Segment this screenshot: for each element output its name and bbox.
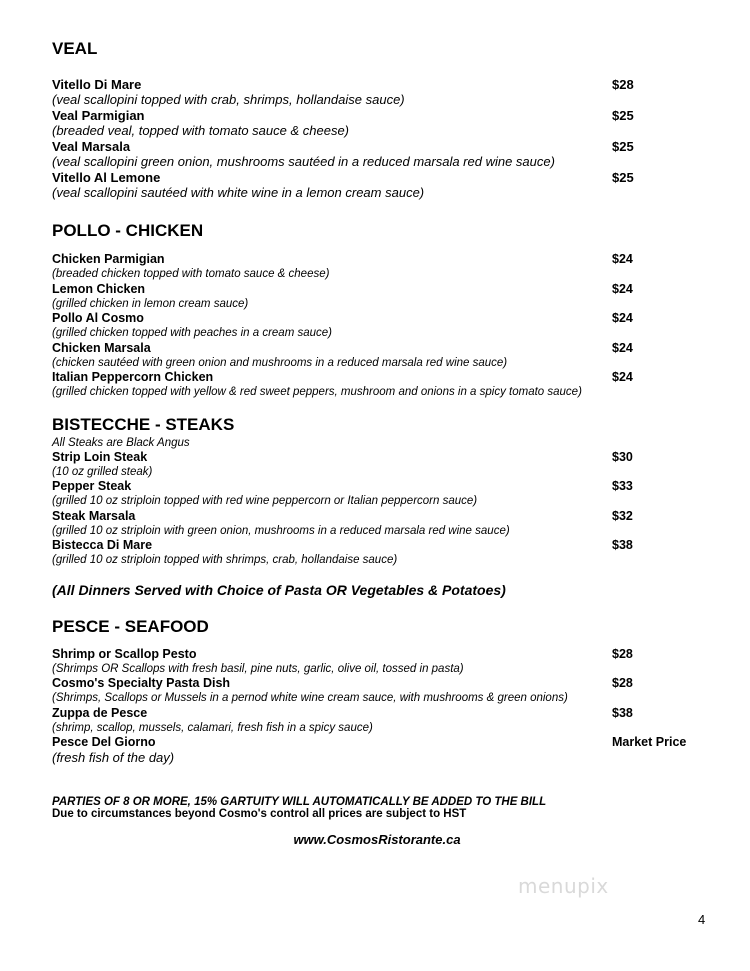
menu-item bbox=[52, 170, 702, 201]
item-price: $28 bbox=[612, 676, 633, 690]
menu-item bbox=[52, 706, 702, 736]
menu-item bbox=[52, 735, 702, 766]
item-price: $25 bbox=[612, 170, 634, 185]
item-description: (shrimp, scallop, mussels, calamari, fresh fish in a spicy sauce) bbox=[52, 721, 373, 734]
page-number: 4 bbox=[698, 912, 706, 927]
section-chicken bbox=[52, 220, 702, 400]
section-veal bbox=[52, 38, 702, 201]
item-price: $24 bbox=[612, 281, 633, 296]
item-name: Veal Marsala bbox=[52, 139, 131, 154]
item-price: $32 bbox=[612, 508, 633, 523]
item-description: (veal scallopini topped with crab, shrimps, hollandaise sauce) bbox=[52, 92, 405, 107]
item-name: Veal Parmigian bbox=[52, 108, 145, 123]
item-name: Bistecca Di Mare bbox=[52, 538, 153, 552]
gratuity-notice: PARTIES OF 8 OR MORE, 15% GARTUITY WILL AUTOMATICALLY BE ADDED TO THE BILL bbox=[52, 796, 547, 808]
item-price: $28 bbox=[612, 646, 633, 661]
section-title-veal: VEAL bbox=[52, 39, 98, 58]
item-description: (veal scallopini green onion, mushrooms sautéed in a reduced marsala red wine sauce) bbox=[52, 154, 555, 169]
item-name: Vitello Di Mare bbox=[52, 77, 142, 92]
section-note: All Steaks are Black Angus bbox=[52, 436, 190, 449]
section-steaks bbox=[52, 414, 702, 568]
item-price: $38 bbox=[612, 538, 633, 552]
item-price: $24 bbox=[612, 340, 633, 355]
item-price: $24 bbox=[612, 252, 633, 266]
item-name: Chicken Parmigian bbox=[52, 252, 165, 266]
item-name: Shrimp or Scallop Pesto bbox=[52, 646, 197, 661]
menu-item bbox=[52, 108, 702, 139]
item-name: Cosmo's Specialty Pasta Dish bbox=[52, 676, 231, 690]
item-description: (grilled 10 oz striploin topped with red wine peppercorn or Italian peppercorn sauce) bbox=[52, 495, 478, 507]
item-name: Zuppa de Pesce bbox=[52, 705, 148, 720]
menu-item bbox=[52, 77, 702, 108]
menu-item bbox=[52, 282, 702, 312]
item-name: Steak Marsala bbox=[52, 508, 136, 523]
item-name: Strip Loin Steak bbox=[52, 449, 148, 464]
item-description: (grilled chicken in lemon cream sauce) bbox=[52, 297, 249, 310]
item-description: (grilled chicken topped with peaches in a cream sauce) bbox=[52, 327, 332, 339]
section-title-steaks: BISTECCHE - STEAKS bbox=[52, 414, 235, 434]
item-name: Italian Peppercorn Chicken bbox=[52, 370, 214, 384]
item-description: (grilled 10 oz striploin topped with shrimps, crab, hollandaise sauce) bbox=[52, 554, 398, 566]
item-name: Pesce Del Giorno bbox=[52, 735, 156, 749]
website-link[interactable]: www.CosmosRistorante.ca bbox=[293, 832, 461, 847]
item-name: Pollo Al Cosmo bbox=[52, 311, 144, 325]
item-description: (veal scallopini sautéed with white wine in a lemon cream sauce) bbox=[52, 185, 425, 200]
menu-item bbox=[52, 676, 702, 706]
item-price: $25 bbox=[612, 139, 634, 154]
item-name: Lemon Chicken bbox=[52, 281, 146, 296]
menu-item bbox=[52, 450, 702, 480]
hst-notice: Due to circumstances beyond Cosmo's control all prices are subject to HST bbox=[52, 808, 467, 820]
item-description: (breaded veal, topped with tomato sauce & cheese) bbox=[52, 123, 350, 138]
item-price: $38 bbox=[612, 705, 633, 720]
item-price: $33 bbox=[612, 479, 633, 493]
dinners-note: (All Dinners Served with Choice of Pasta OR Vegetables & Potatoes) bbox=[52, 581, 506, 598]
item-description: (grilled 10 oz striploin with green onion, mushrooms in a reduced marsala red wine sauce) bbox=[52, 524, 510, 537]
menu-item bbox=[52, 538, 702, 568]
item-description: (fresh fish of the day) bbox=[52, 750, 175, 765]
item-price: $25 bbox=[612, 108, 634, 123]
item-price: Market Price bbox=[612, 735, 687, 749]
menu-item bbox=[52, 252, 702, 282]
item-description: (breaded chicken topped with tomato sauce & cheese) bbox=[52, 268, 330, 280]
menu-page bbox=[52, 38, 702, 847]
item-description: (Shrimps OR Scallops with fresh basil, pine nuts, garlic, olive oil, tossed in pasta) bbox=[52, 662, 464, 675]
item-description: (Shrimps, Scallops or Mussels in a pernod white wine cream sauce, with mushrooms & green onions) bbox=[52, 692, 568, 704]
item-price: $28 bbox=[612, 77, 634, 92]
menu-item bbox=[52, 341, 702, 371]
section-title-chicken: POLLO - CHICKEN bbox=[52, 221, 204, 240]
item-description: (chicken sautéed with green onion and mushrooms in a reduced marsala red wine sauce) bbox=[52, 356, 508, 369]
menu-item bbox=[52, 647, 702, 677]
item-description: (10 oz grilled steak) bbox=[52, 465, 153, 478]
item-description: (grilled chicken topped with yellow & red sweet peppers, mushroom and onions in a spicy tomato sauce) bbox=[52, 386, 582, 398]
menu-item bbox=[52, 370, 702, 400]
menu-item bbox=[52, 139, 702, 170]
menu-item bbox=[52, 509, 702, 539]
item-price: $30 bbox=[612, 449, 633, 464]
item-name: Chicken Marsala bbox=[52, 340, 151, 355]
menu-item bbox=[52, 311, 702, 341]
item-name: Vitello Al Lemone bbox=[52, 170, 161, 185]
menu-item bbox=[52, 479, 702, 509]
section-seafood bbox=[52, 616, 702, 767]
item-price: $24 bbox=[612, 311, 633, 325]
item-name: Pepper Steak bbox=[52, 479, 132, 493]
menupix-watermark: menupix bbox=[518, 874, 609, 898]
item-price: $24 bbox=[612, 370, 633, 384]
section-title-seafood: PESCE - SEAFOOD bbox=[52, 616, 209, 636]
